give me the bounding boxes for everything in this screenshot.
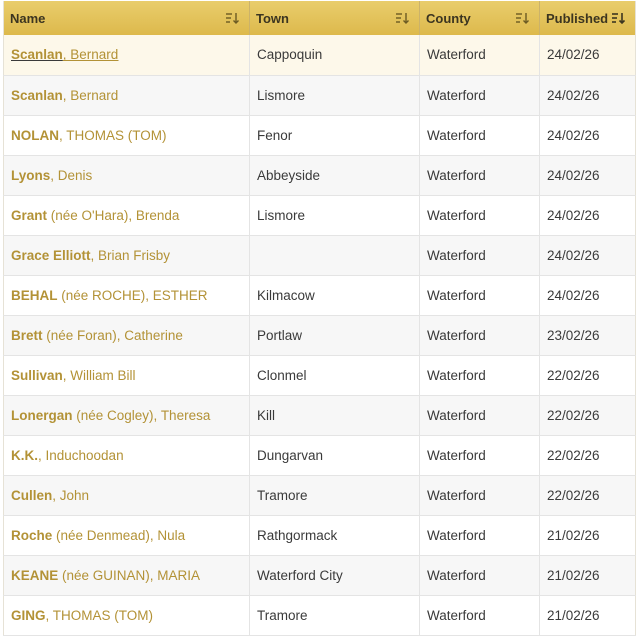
cell-county: Waterford	[420, 155, 540, 195]
column-header-town-label: Town	[256, 10, 289, 26]
given-names: , THOMAS (TOM)	[45, 607, 154, 623]
surname: Cullen	[11, 487, 53, 503]
cell-county: Waterford	[420, 115, 540, 155]
cell-county: Waterford	[420, 75, 540, 115]
cell-published: 24/02/26	[547, 207, 600, 223]
name-link[interactable]	[11, 568, 200, 583]
cell-county: Waterford	[420, 195, 540, 235]
table-row[interactable]	[4, 35, 636, 75]
cell-town: Lismore	[250, 195, 420, 235]
surname: Scanlan	[11, 47, 63, 63]
table-row[interactable]	[4, 395, 636, 435]
table-row[interactable]	[4, 75, 636, 115]
given-names: (née GUINAN), MARIA	[58, 567, 201, 583]
cell-name	[4, 355, 250, 395]
given-names: (née Foran), Catherine	[42, 327, 183, 343]
table-row[interactable]	[4, 475, 636, 515]
cell-name	[4, 555, 250, 595]
cell-county: Waterford	[420, 395, 540, 435]
name-link[interactable]	[11, 288, 208, 303]
cell-name	[4, 475, 250, 515]
name-link[interactable]	[11, 128, 167, 143]
cell-published: 21/02/26	[547, 607, 600, 623]
name-link[interactable]	[11, 408, 210, 423]
cell-county: Waterford	[420, 275, 540, 315]
column-header-county[interactable]	[420, 1, 540, 35]
cell-town: Abbeyside	[250, 155, 420, 195]
cell-published: 24/02/26	[547, 247, 600, 263]
table-row[interactable]	[4, 315, 636, 355]
cell-name	[4, 275, 250, 315]
surname: Roche	[11, 527, 53, 543]
table-row[interactable]	[4, 275, 636, 315]
name-link[interactable]	[11, 47, 118, 62]
cell-published: 24/02/26	[547, 127, 600, 143]
column-header-name-label: Name	[10, 10, 46, 26]
given-names: , Bernard	[62, 87, 119, 103]
given-names: (née Denmead), Nula	[52, 527, 186, 543]
cell-published: 24/02/26	[547, 167, 600, 183]
cell-county: Waterford	[420, 595, 540, 635]
name-link[interactable]	[11, 368, 136, 383]
table-row[interactable]	[4, 595, 636, 635]
surname: Scanlan	[11, 87, 63, 103]
name-link[interactable]	[11, 208, 179, 223]
cell-county: Waterford	[420, 235, 540, 275]
given-names: , Induchoodan	[38, 447, 124, 463]
cell-county: Waterford	[420, 515, 540, 555]
cell-town: Kill	[250, 395, 420, 435]
name-link[interactable]	[11, 328, 183, 343]
surname: KEANE	[11, 567, 59, 583]
cell-county: Waterford	[420, 475, 540, 515]
cell-name	[4, 315, 250, 355]
cell-town: Tramore	[250, 595, 420, 635]
cell-town: Cappoquin	[250, 35, 420, 75]
name-link[interactable]	[11, 448, 124, 463]
given-names: (née O'Hara), Brenda	[47, 207, 180, 223]
table-row[interactable]	[4, 435, 636, 475]
surname: Grace Elliott	[11, 247, 91, 263]
given-names: (née Cogley), Theresa	[72, 407, 211, 423]
cell-name	[4, 115, 250, 155]
cell-name	[4, 235, 250, 275]
cell-published: 23/02/26	[547, 327, 600, 343]
cell-name	[4, 155, 250, 195]
surname: BEHAL	[11, 287, 58, 303]
sort-active-icon[interactable]	[611, 11, 625, 25]
given-names: , Bernard	[62, 47, 119, 63]
table-row[interactable]	[4, 235, 636, 275]
given-names: , William Bill	[62, 367, 136, 383]
cell-town: Lismore	[250, 75, 420, 115]
notices-table	[3, 1, 636, 636]
cell-published: 22/02/26	[547, 407, 600, 423]
cell-town: Fenor	[250, 115, 420, 155]
table-row[interactable]	[4, 355, 636, 395]
surname: K.K.	[11, 447, 38, 463]
table-row[interactable]	[4, 555, 636, 595]
surname: GING	[11, 607, 46, 623]
given-names: (née ROCHE), ESTHER	[57, 287, 208, 303]
column-header-published-label: Published	[546, 10, 609, 26]
cell-published: 24/02/26	[547, 87, 600, 103]
cell-county: Waterford	[420, 555, 540, 595]
cell-town: Waterford City	[250, 555, 420, 595]
surname: Lonergan	[11, 407, 73, 423]
given-names: , Brian Frisby	[90, 247, 171, 263]
name-link[interactable]	[11, 528, 185, 543]
table-row[interactable]	[4, 195, 636, 235]
cell-name	[4, 75, 250, 115]
surname: Grant	[11, 207, 48, 223]
given-names: , Denis	[50, 167, 93, 183]
name-link[interactable]	[11, 88, 118, 103]
sort-icon[interactable]	[225, 11, 239, 25]
column-header-name[interactable]	[4, 1, 250, 35]
sort-icon[interactable]	[515, 11, 529, 25]
table-row[interactable]	[4, 155, 636, 195]
cell-county: Waterford	[420, 35, 540, 75]
cell-town: Rathgormack	[250, 515, 420, 555]
cell-town: Kilmacow	[250, 275, 420, 315]
table-row[interactable]	[4, 515, 636, 555]
given-names: , John	[52, 487, 90, 503]
surname: Lyons	[11, 167, 51, 183]
cell-name	[4, 595, 250, 635]
given-names: , THOMAS (TOM)	[59, 127, 167, 143]
cell-name	[4, 395, 250, 435]
cell-published: 22/02/26	[547, 447, 600, 463]
cell-name	[4, 515, 250, 555]
cell-town: Tramore	[250, 475, 420, 515]
cell-published: 21/02/26	[547, 527, 600, 543]
name-link[interactable]	[11, 168, 92, 183]
column-header-published[interactable]	[540, 1, 636, 35]
cell-name	[4, 195, 250, 235]
column-header-town[interactable]	[250, 1, 420, 35]
cell-name	[4, 435, 250, 475]
cell-town: Dungarvan	[250, 435, 420, 475]
cell-published: 22/02/26	[547, 367, 600, 383]
cell-town	[250, 235, 420, 275]
table-header-row	[4, 1, 636, 35]
name-link[interactable]	[11, 248, 170, 263]
cell-county: Waterford	[420, 435, 540, 475]
table-row[interactable]	[4, 115, 636, 155]
sort-icon[interactable]	[395, 11, 409, 25]
cell-published: 22/02/26	[547, 487, 600, 503]
cell-name	[4, 35, 250, 75]
cell-county: Waterford	[420, 355, 540, 395]
column-header-county-label: County	[426, 10, 471, 26]
name-link[interactable]	[11, 488, 89, 503]
cell-published: 24/02/26	[547, 47, 600, 63]
cell-published: 24/02/26	[547, 287, 600, 303]
cell-town: Clonmel	[250, 355, 420, 395]
cell-town: Portlaw	[250, 315, 420, 355]
cell-county: Waterford	[420, 315, 540, 355]
surname: Sullivan	[11, 367, 63, 383]
surname: NOLAN	[11, 127, 59, 143]
surname: Brett	[11, 327, 43, 343]
cell-published: 21/02/26	[547, 567, 600, 583]
name-link[interactable]	[11, 608, 153, 623]
